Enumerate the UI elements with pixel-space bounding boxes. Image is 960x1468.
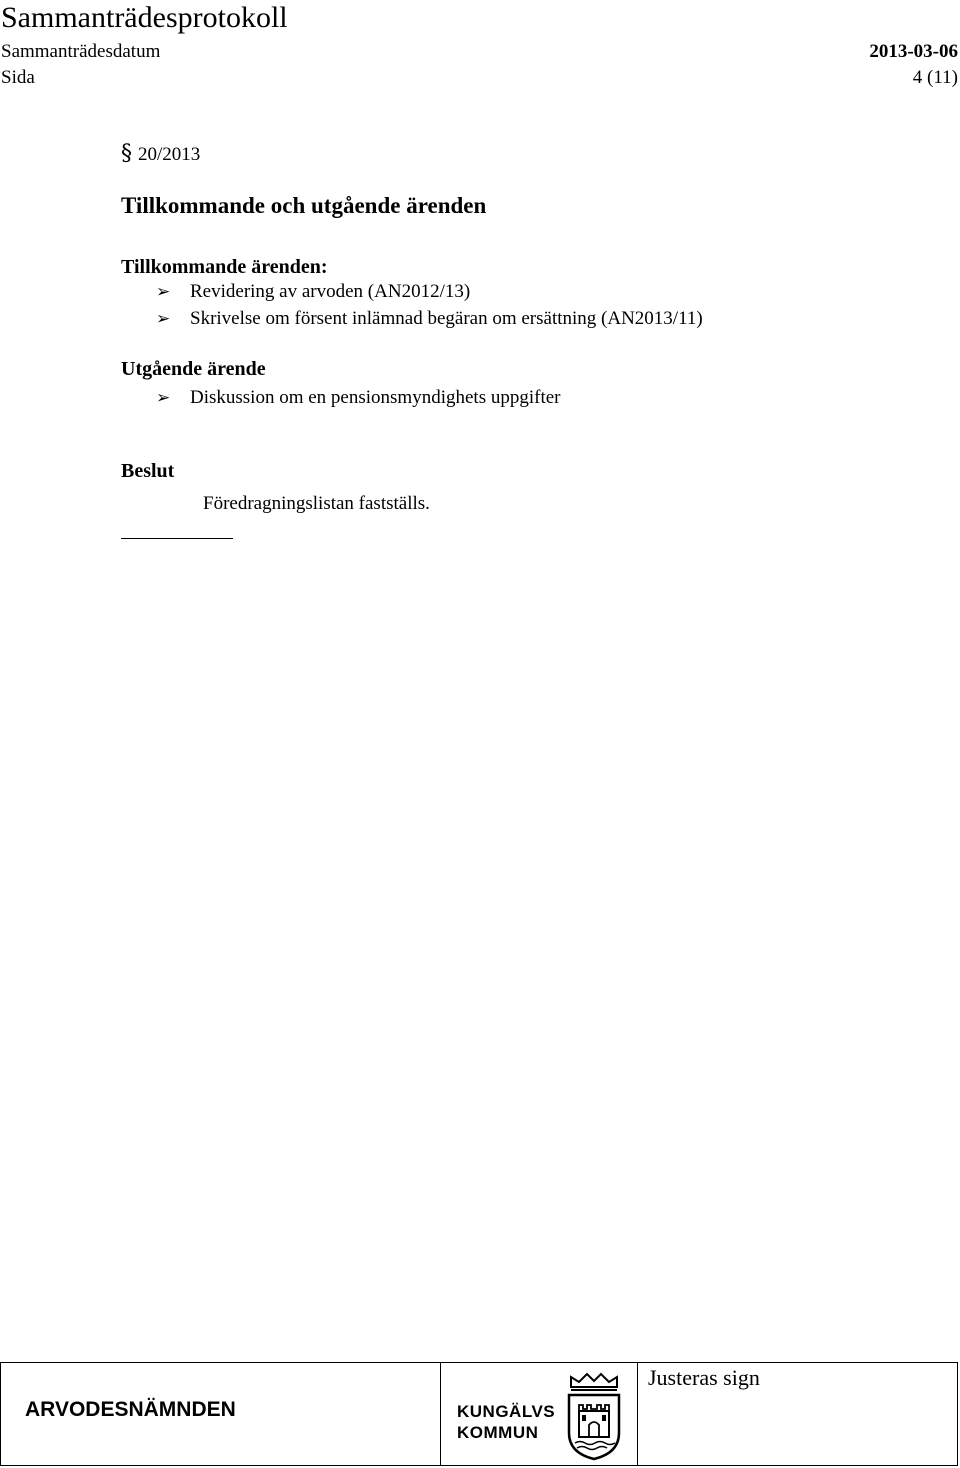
meeting-date-value: 2013-03-06 <box>869 41 958 62</box>
page-label: Sida <box>1 67 35 88</box>
end-rule <box>121 538 233 539</box>
decision-heading: Beslut <box>121 460 175 482</box>
paragraph-number-text: 20/2013 <box>138 144 201 165</box>
municipality-name-line1: KUNGÄLVS <box>457 1402 556 1421</box>
paragraph-number <box>121 142 200 167</box>
page-number: 4 (11) <box>912 67 958 88</box>
list-item-text: Revidering av arvoden (AN2012/13) <box>190 281 471 302</box>
section-heading: Tillkommande och utgående ärenden <box>121 193 487 218</box>
paragraph-symbol-icon: § <box>121 141 132 166</box>
outgoing-heading: Utgående ärende <box>121 358 266 380</box>
municipality-name <box>457 1401 555 1443</box>
list-item <box>156 307 703 331</box>
municipality-name-line2: KOMMUN <box>457 1423 539 1442</box>
list-item-text: Diskussion om en pensionsmyndighets uppgifter <box>190 387 561 408</box>
list-item-text: Skrivelse om försent inlämnad begäran om ersättning (AN2013/11) <box>190 308 703 329</box>
kungalv-crest-icon <box>565 1371 623 1461</box>
arrow-bullet-icon: ➢ <box>156 282 171 302</box>
footer <box>0 1362 958 1466</box>
arrow-bullet-icon: ➢ <box>156 388 171 408</box>
logo-box <box>441 1362 638 1466</box>
sign-label: Justeras sign <box>648 1365 760 1390</box>
list-item <box>156 386 560 410</box>
meeting-date-label: Sammanträdesdatum <box>1 41 161 62</box>
decision-text: Föredragningslistan fastställs. <box>203 493 430 514</box>
committee-box <box>0 1362 441 1466</box>
arrow-bullet-icon: ➢ <box>156 309 171 329</box>
sign-box <box>638 1362 958 1466</box>
incoming-heading: Tillkommande ärenden: <box>121 256 328 278</box>
document-title: Sammanträdesprotokoll <box>1 1 288 34</box>
list-item <box>156 280 470 304</box>
committee-name: ARVODESNÄMNDEN <box>25 1398 236 1421</box>
